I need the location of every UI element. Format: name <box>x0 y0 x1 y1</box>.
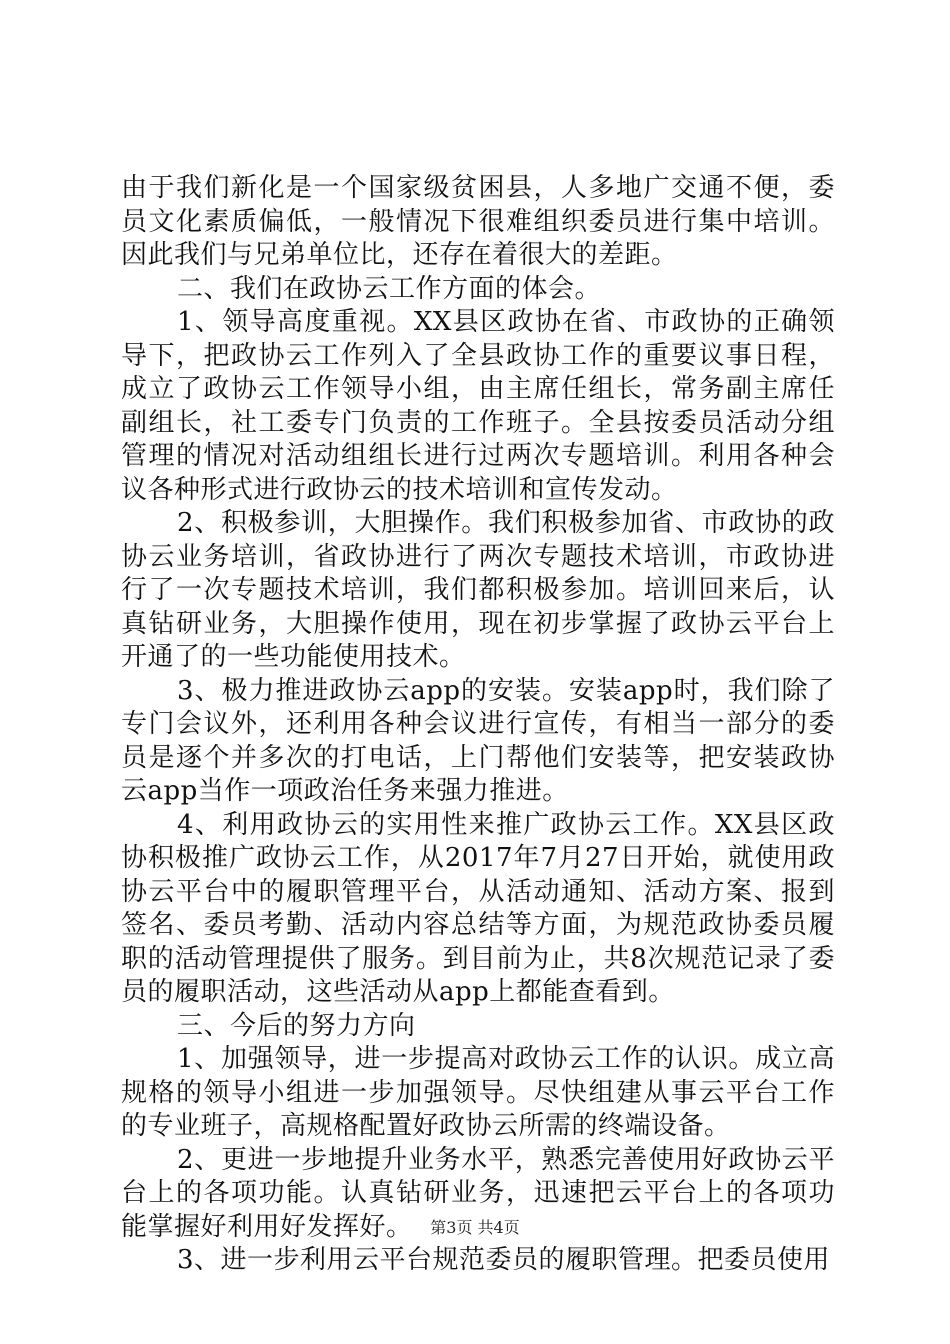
section-heading-2: 二、我们在政协云工作方面的体会。 <box>177 273 602 304</box>
paragraph-3-2: 2、更进一步地提升业务水平，熟悉完善使用好政协云平台上的各项功能。认真钻研业务，迅速把云平台上的各项功能掌握好利用好发挥好。 <box>121 1144 835 1242</box>
page-footer: 第3页 共4页 <box>430 1218 520 1237</box>
paragraph-2-1: 1、领导高度重视。XX县区政协在省、市政协的正确领导下，把政协云工作列入了全县政协工作的重要议事日程，成立了政协云工作领导小组，由主席任组长，常务副主席任副组长，社工委专门负责的工作班子。全县按委员活动分组管理的情况对活动组组长进行过两次专题培训。利用各种会议各种形式进行政协云的技术培训和宣传发动。 <box>121 307 835 505</box>
paragraph-intro: 由于我们新化是一个国家级贫困县，人多地广交通不便，委员文化素质偏低，一般情况下很难组织委员进行集中培训。因此我们与兄弟单位比，还存在着很大的差距。 <box>121 173 835 270</box>
paragraph-2-2: 2、积极参训，大胆操作。我们积极参加省、市政协的政协云业务培训，省政协进行了两次专题技术培训，市政协进行了一次专题技术培训，我们都积极参加。培训回来后，认真钻研业务，大胆操作使用，现在初步掌握了政协云平台上开通了的一些功能使用技术。 <box>121 508 835 672</box>
paragraph-2-3: 3、极力推进政协云app的安装。安装app时，我们除了专门会议外，还利用各种会议进行宣传，有相当一部分的委员是逐个并多次的打电话，上门帮他们安装等，把安装政协云app当作一项政治任务来强力推进。 <box>121 675 835 806</box>
paragraph-2-4: 4、利用政协云的实用性来推广政协云工作。XX县区政协积极推广政协云工作，从2017年7月27日开始，就使用政协云平台中的履职管理平台，从活动通知、活动方案、报到签名、委员考勤、活动内容总结等方面，为规范政协委员履职的活动管理提供了服务。到目前为止，共8次规范记录了委员的履职活动，这些活动从app上都能查看到。 <box>121 809 835 1007</box>
paragraph-3-3: 3、进一步利用云平台规范委员的履职管理。把委员使用 <box>177 1245 831 1275</box>
document-body <box>121 172 835 1278</box>
paragraph-3-1: 1、加强领导，进一步提高对政协云工作的认识。成立高规格的领导小组进一步加强领导。尽快组建从事云平台工作的专业班子，高规格配置好政协云所需的终端设备。 <box>121 1044 835 1141</box>
section-heading-3: 三、今后的努力方向 <box>177 1010 416 1041</box>
